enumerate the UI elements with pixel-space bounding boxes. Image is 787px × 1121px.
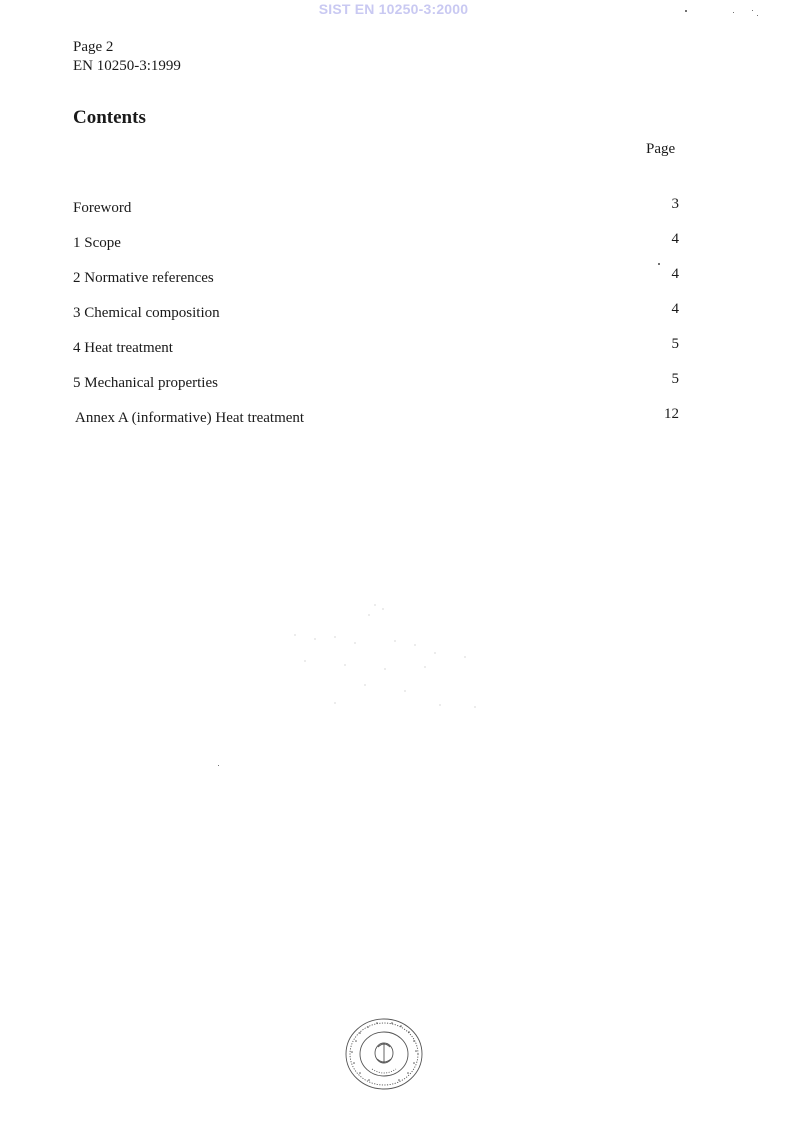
toc-entry-annex-a <box>75 406 679 432</box>
scan-speck <box>685 10 687 12</box>
toc-entry-label: 3 Chemical composition <box>73 305 220 321</box>
toc-entry-page: 3 <box>671 196 679 212</box>
toc-entry-page: 12 <box>664 406 679 422</box>
toc-entry-label: 4 Heat treatment <box>73 340 173 356</box>
toc-entry-mechanical-properties <box>73 371 679 397</box>
contents-heading: Contents <box>73 107 146 128</box>
toc-entry-page: 4 <box>671 266 679 282</box>
toc-entry-label: Foreword <box>73 200 132 216</box>
toc-entry-heat-treatment <box>73 336 679 362</box>
toc-entry-label: 1 Scope <box>73 235 121 251</box>
toc-entry-scope <box>73 231 679 257</box>
page-number-label: Page 2 <box>73 39 114 55</box>
watermark-text: SIST EN 10250-3:2000 <box>318 1 469 17</box>
scan-speck <box>733 12 734 13</box>
page-header <box>73 38 181 76</box>
official-stamp-seal-icon <box>344 1017 424 1091</box>
toc-entry-foreword <box>73 196 679 222</box>
toc-entry-page: 5 <box>671 336 679 352</box>
toc-entry-page: 5 <box>671 371 679 387</box>
toc-entry-normative-references <box>73 266 679 292</box>
toc-entry-page: 4 <box>671 231 679 247</box>
scan-speck <box>752 10 753 11</box>
toc-entry-chemical-composition <box>73 301 679 327</box>
scan-smudge <box>275 595 490 715</box>
scan-speck <box>658 263 660 265</box>
toc-entry-page: 4 <box>671 301 679 317</box>
scan-speck <box>218 765 219 766</box>
standard-identifier: EN 10250-3:1999 <box>73 58 181 74</box>
page-column-label: Page <box>646 141 676 157</box>
toc-entry-label: 2 Normative references <box>73 270 214 286</box>
scan-speck <box>757 15 758 16</box>
toc-entry-label: Annex A (informative) Heat treatment <box>75 410 305 426</box>
toc-entry-label: 5 Mechanical properties <box>73 375 218 391</box>
